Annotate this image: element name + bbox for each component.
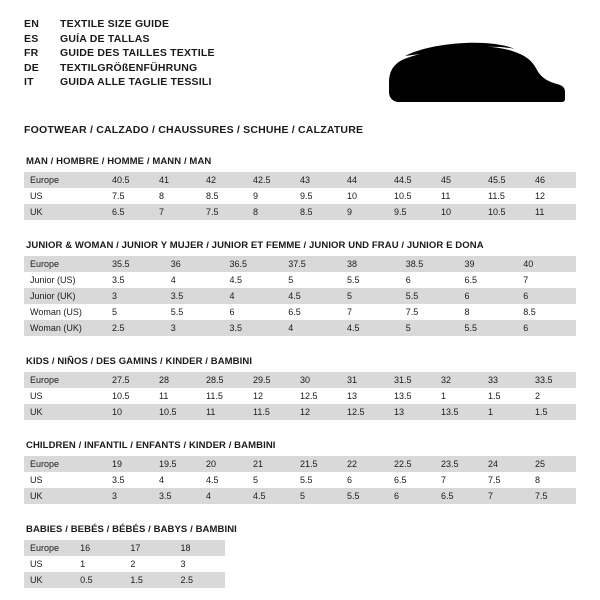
cell: 8.5	[200, 188, 247, 204]
size-group-man	[24, 156, 576, 220]
cell: 5	[400, 320, 459, 336]
cell: 1	[482, 404, 529, 420]
table-row	[24, 572, 576, 588]
cell: 1.5	[529, 404, 576, 420]
size-table-babies	[24, 540, 576, 588]
cell: 6	[341, 472, 388, 488]
table-row	[24, 472, 576, 488]
cell: 10.5	[106, 388, 153, 404]
cell: 3.5	[165, 288, 224, 304]
cell: 42.5	[247, 172, 294, 188]
cell: 12.5	[294, 388, 341, 404]
cell-empty	[275, 556, 325, 572]
language-title: TEXTILGRÖßENFÜHRUNG	[60, 61, 198, 74]
cell: 8	[247, 204, 294, 220]
cell: 38	[341, 256, 400, 272]
cell: 19	[106, 456, 153, 472]
cell: 12	[294, 404, 341, 420]
row-label: US	[24, 472, 106, 488]
cell: 5	[282, 272, 341, 288]
table-row	[24, 288, 576, 304]
cell: 5	[294, 488, 341, 504]
cell: 6.5	[106, 204, 153, 220]
cell: 6.5	[388, 472, 435, 488]
row-label: Woman (US)	[24, 304, 106, 320]
cell: 13.5	[435, 404, 482, 420]
cell: 11.5	[247, 404, 294, 420]
size-group-babies	[24, 524, 576, 588]
size-table-children	[24, 456, 576, 504]
cell: 5.5	[294, 472, 341, 488]
row-label: US	[24, 388, 106, 404]
group-title: BABIES / BEBÉS / BÉBÉS / BABYS / BAMBINI	[26, 524, 237, 535]
cell: 3.5	[106, 472, 153, 488]
cell: 36	[165, 256, 224, 272]
cell: 6	[400, 272, 459, 288]
cell: 5.5	[400, 288, 459, 304]
cell: 40	[517, 256, 576, 272]
cell: 6	[517, 288, 576, 304]
cell: 4.5	[200, 472, 247, 488]
size-table-body	[24, 372, 576, 420]
cell-empty	[225, 540, 275, 556]
cell: 44	[341, 172, 388, 188]
table-row	[24, 388, 576, 404]
cell: 45	[435, 172, 482, 188]
cell: 7	[435, 472, 482, 488]
table-row	[24, 556, 576, 572]
cell: 7	[153, 204, 200, 220]
cell: 25	[529, 456, 576, 472]
cell-empty	[325, 540, 375, 556]
row-label: Europe	[24, 372, 106, 388]
cell-empty	[476, 540, 526, 556]
cell: 16	[74, 540, 124, 556]
cell: 31	[341, 372, 388, 388]
cell: 13	[388, 404, 435, 420]
row-label: Europe	[24, 172, 106, 188]
row-label: UK	[24, 404, 106, 420]
size-table-body	[24, 540, 576, 588]
cell: 1.5	[482, 388, 529, 404]
table-row	[24, 272, 576, 288]
cell: 46	[529, 172, 576, 188]
size-table-body	[24, 256, 576, 336]
table-row	[24, 372, 576, 388]
cell: 32	[435, 372, 482, 388]
language-code: DE	[24, 61, 39, 74]
cell: 4	[224, 288, 283, 304]
cell-empty	[476, 556, 526, 572]
cell: 4	[153, 472, 200, 488]
cell: 3	[106, 288, 165, 304]
row-label: Europe	[24, 256, 106, 272]
cell-empty	[325, 572, 375, 588]
language-code: IT	[24, 76, 34, 88]
cell-empty	[225, 572, 275, 588]
cell: 38.5	[400, 256, 459, 272]
language-row	[24, 18, 215, 33]
cell: 12	[247, 388, 294, 404]
cell: 23.5	[435, 456, 482, 472]
cell: 27.5	[106, 372, 153, 388]
cell: 11	[200, 404, 247, 420]
size-table-body	[24, 456, 576, 504]
table-row	[24, 204, 576, 220]
cell: 0.5	[74, 572, 124, 588]
cell-empty	[375, 540, 425, 556]
cell: 6	[224, 304, 283, 320]
cell: 7.5	[482, 472, 529, 488]
cell: 4.5	[247, 488, 294, 504]
cell: 6	[388, 488, 435, 504]
cell: 3	[165, 320, 224, 336]
cell: 4.5	[282, 288, 341, 304]
cell: 7.5	[200, 204, 247, 220]
table-row	[24, 320, 576, 336]
cell: 33	[482, 372, 529, 388]
cell: 6.5	[459, 272, 518, 288]
language-row	[24, 62, 215, 77]
cell: 5.5	[341, 272, 400, 288]
cell: 11	[529, 204, 576, 220]
group-title: JUNIOR & WOMAN / JUNIOR Y MUJER / JUNIOR ET FEMME / JUNIOR UND FRAU / JUNIOR E DONA	[26, 240, 484, 251]
language-code: EN	[24, 18, 39, 30]
cell-empty	[375, 572, 425, 588]
row-label: US	[24, 556, 74, 572]
cell-empty	[325, 556, 375, 572]
cell: 10	[341, 188, 388, 204]
cell: 42	[200, 172, 247, 188]
cell: 37.5	[282, 256, 341, 272]
size-group-junior-woman	[24, 240, 576, 336]
cell: 9.5	[388, 204, 435, 220]
language-row	[24, 76, 215, 91]
cell: 2	[529, 388, 576, 404]
cell: 9	[247, 188, 294, 204]
cell: 8	[529, 472, 576, 488]
cell: 5.5	[459, 320, 518, 336]
cell: 30	[294, 372, 341, 388]
cell: 41	[153, 172, 200, 188]
table-row	[24, 456, 576, 472]
cell: 24	[482, 456, 529, 472]
cell: 5	[341, 288, 400, 304]
size-table-junior-woman	[24, 256, 576, 336]
cell: 5.5	[341, 488, 388, 504]
document-header	[24, 18, 576, 110]
table-row	[24, 188, 576, 204]
cell: 2.5	[106, 320, 165, 336]
cell: 6	[517, 320, 576, 336]
cell-empty	[425, 540, 475, 556]
language-row	[24, 33, 215, 48]
cell: 3.5	[224, 320, 283, 336]
cell: 21	[247, 456, 294, 472]
cell: 1	[74, 556, 124, 572]
language-title-body	[24, 18, 215, 91]
cell: 8.5	[517, 304, 576, 320]
cell: 12.5	[341, 404, 388, 420]
group-title: MAN / HOMBRE / HOMME / MANN / MAN	[26, 156, 212, 167]
cell: 4	[200, 488, 247, 504]
footwear-section-title: FOOTWEAR / CALZADO / CHAUSSURES / SCHUHE / CALZATURE	[24, 124, 364, 136]
cell: 4	[165, 272, 224, 288]
cell: 8.5	[294, 204, 341, 220]
size-group-kids	[24, 356, 576, 420]
cell: 5.5	[165, 304, 224, 320]
cell: 45.5	[482, 172, 529, 188]
cell: 10	[435, 204, 482, 220]
language-title: GUIDA ALLE TAGLIE TESSILI	[60, 76, 212, 88]
row-label: US	[24, 188, 106, 204]
cell: 3	[175, 556, 225, 572]
cell: 13.5	[388, 388, 435, 404]
row-label: Junior (UK)	[24, 288, 106, 304]
cell: 18	[175, 540, 225, 556]
size-table-kids	[24, 372, 576, 420]
table-row	[24, 488, 576, 504]
cell: 9	[341, 204, 388, 220]
row-label: Europe	[24, 456, 106, 472]
cell: 1	[435, 388, 482, 404]
cell: 28	[153, 372, 200, 388]
cell: 12	[529, 188, 576, 204]
cell: 11.5	[482, 188, 529, 204]
cell: 8	[459, 304, 518, 320]
language-code: ES	[24, 32, 39, 45]
cell: 22	[341, 456, 388, 472]
cell: 17	[124, 540, 174, 556]
cell: 29.5	[247, 372, 294, 388]
cell: 7	[482, 488, 529, 504]
cell: 36.5	[224, 256, 283, 272]
cell-empty	[526, 572, 576, 588]
cell: 3	[106, 488, 153, 504]
cell: 4.5	[224, 272, 283, 288]
cell: 6	[459, 288, 518, 304]
cell-empty	[425, 572, 475, 588]
cell: 11.5	[200, 388, 247, 404]
language-title-list	[24, 18, 215, 91]
cell: 22.5	[388, 456, 435, 472]
cell: 21.5	[294, 456, 341, 472]
cell: 13	[341, 388, 388, 404]
cell: 2.5	[175, 572, 225, 588]
group-title: KIDS / NIÑOS / DES GAMINS / KINDER / BAMBINI	[26, 356, 253, 367]
size-table-man	[24, 172, 576, 220]
table-row	[24, 172, 576, 188]
cell: 7	[341, 304, 400, 320]
cell: 11	[153, 388, 200, 404]
cell: 43	[294, 172, 341, 188]
cell: 7	[517, 272, 576, 288]
cell: 3.5	[153, 488, 200, 504]
row-label: Woman (UK)	[24, 320, 106, 336]
cell: 10.5	[388, 188, 435, 204]
table-row	[24, 540, 576, 556]
cell-empty	[275, 540, 325, 556]
cell-empty	[425, 556, 475, 572]
row-label: Europe	[24, 540, 74, 556]
cell: 31.5	[388, 372, 435, 388]
language-code: FR	[24, 47, 39, 59]
row-label: UK	[24, 488, 106, 504]
cell: 33.5	[529, 372, 576, 388]
cell-empty	[526, 556, 576, 572]
cell: 4	[282, 320, 341, 336]
row-label: UK	[24, 572, 74, 588]
table-row	[24, 256, 576, 272]
cell: 39	[459, 256, 518, 272]
language-title: GUÍA DE TALLAS	[60, 32, 150, 45]
table-row	[24, 304, 576, 320]
cell-empty	[375, 556, 425, 572]
cell: 6.5	[435, 488, 482, 504]
cell: 7.5	[106, 188, 153, 204]
cell: 19.5	[153, 456, 200, 472]
cell: 28.5	[200, 372, 247, 388]
cell-empty	[476, 572, 526, 588]
cell: 5	[247, 472, 294, 488]
cell: 2	[124, 556, 174, 572]
cell: 5	[106, 304, 165, 320]
group-title: CHILDREN / INFANTIL / ENFANTS / KINDER / BAMBINI	[26, 440, 276, 451]
cell-empty	[225, 556, 275, 572]
cell: 9.5	[294, 188, 341, 204]
cell: 44.5	[388, 172, 435, 188]
size-group-children	[24, 440, 576, 504]
cell: 6.5	[282, 304, 341, 320]
cell: 8	[153, 188, 200, 204]
language-row	[24, 47, 215, 62]
cell: 1.5	[124, 572, 174, 588]
language-title: TEXTILE SIZE GUIDE	[60, 18, 170, 30]
cell: 7.5	[529, 488, 576, 504]
cell: 4.5	[341, 320, 400, 336]
row-label: UK	[24, 204, 106, 220]
cell: 35.5	[106, 256, 165, 272]
size-table-body	[24, 172, 576, 220]
cell: 3.5	[106, 272, 165, 288]
cell: 10.5	[153, 404, 200, 420]
row-label: Junior (US)	[24, 272, 106, 288]
cell-empty	[275, 572, 325, 588]
table-row	[24, 404, 576, 420]
cell: 10	[106, 404, 153, 420]
cell: 20	[200, 456, 247, 472]
cell: 10.5	[482, 204, 529, 220]
cell-empty	[526, 540, 576, 556]
language-title: GUIDE DES TAILLES TEXTILE	[60, 47, 215, 59]
cell: 7.5	[400, 304, 459, 320]
cell: 11	[435, 188, 482, 204]
dress-shoe-icon	[381, 40, 566, 110]
cell: 40.5	[106, 172, 153, 188]
